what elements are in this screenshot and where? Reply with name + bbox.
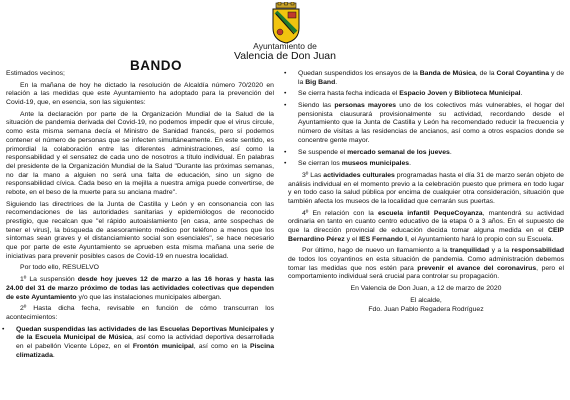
text: . xyxy=(449,148,452,156)
text-bold: Big Band xyxy=(305,78,336,86)
paragraph-culture xyxy=(288,172,564,207)
text: . xyxy=(52,351,55,359)
text-bold: Piscina climatizada xyxy=(16,342,274,359)
text: , así como en la xyxy=(193,342,251,350)
text: programadas hasta el día 31 de marzo serán objeto de análisis individual en el momento previo a la celebración puesto que primera en todo lugar y en todo caso la salud pública por encima de cualquier otra consideración, situación que también afecta los museos de la localidad que cerrarán sus puertas. xyxy=(288,171,564,205)
text-bold: Coral Coyantina xyxy=(496,70,550,77)
signature-role: El alcalde, xyxy=(410,296,442,304)
bullet-market xyxy=(284,148,564,158)
bullet-music xyxy=(284,70,565,87)
text-bold: IES Fernando I xyxy=(359,235,408,243)
paragraph-suspension xyxy=(6,276,274,302)
text-bold: CEIP Bernardino Pérez xyxy=(288,227,564,243)
paragraph-until-date: 2º Hasta dicha fecha, revisable en función de cómo transcurran los acontecimientos: xyxy=(6,305,274,321)
bullet-sports xyxy=(2,325,274,361)
paragraph-pandemic: Ante la declaración por parte de la Organización Mundial de la Salud de la situación de pandemia derivada del Covid-19, no podemos impedir que el virus circule, como esta misma semana decía el Ministro de Sanidad francés, pero sí podemos contener el número de personas que se infecten simultáneamente. En este sentido, es primordial la colaboración entre las diferentes administraciones, así como la responsabilidad y el sensatez de cada uno de nosotros a título individual. En palabras del presidente de la Organización Mundial de la Salud "Durante las próximas semanas, no dar la mano a alguien no será una falta de educación, sino un signo de responsabilidad cívica. Cada beso en la mejilla a nuestra amiga puede convertirse, de rebote, en el beso de la muerte para su anciana madre". xyxy=(6,110,274,196)
document-title: BANDO xyxy=(130,58,182,73)
text: Quedan suspendidos los ensayos de la xyxy=(298,70,420,77)
text: . xyxy=(335,78,338,86)
place-date: En Valencia de Don Juan, a 12 de marzo de 2020 xyxy=(350,285,502,293)
text: 4º En relación con la xyxy=(302,209,378,217)
text-bold: tranquilidad xyxy=(449,247,490,255)
text-bold: Biblioteca Municipal xyxy=(454,90,521,98)
org-line-1: Ayuntamiento de xyxy=(253,41,317,51)
text: Se cierran los xyxy=(298,160,342,168)
text-bold: prevenir el avance del coronavirus xyxy=(417,264,537,272)
text: , mantendrá su actividad ordinaria en tanto en cuanto centro educativo de la etapa 0 a 3 años. En el supuesto de que la dirección provincial de educación decida tomar alguna medida en el xyxy=(288,209,564,234)
paragraph-appeal xyxy=(288,247,564,282)
bullet-elderly xyxy=(284,102,564,145)
text-bold: personas mayores xyxy=(334,102,397,110)
text-bold: desde hoy jueves 12 de marzo a las 16 horas y hasta las 24.00 del 31 de marzo próximo de todas las actividades colectivas que dependen de este Ayuntamiento xyxy=(6,276,275,301)
text: de todos los coyantinos en esta situación de pandemia. Como administración debemos tomar las medidas que nos estén para xyxy=(288,256,564,272)
text-bold: escuela infantil PequeCoyanza xyxy=(377,209,483,217)
bullet-icon: • xyxy=(2,325,5,333)
text: uno de los colectivos más vulnerables, el hogar del pensionista clausurará provisionalmente su actividad, recordando desde el Ayuntamiento que la Junta de Castilla y León ha recomendado reducir la frecuencia y número de visitas a las residencias de ancianos, así como a otros espacios donde se concentre gente mayor. xyxy=(298,102,564,144)
text: y xyxy=(447,90,455,98)
text-bold: mercado semanal de los jueves xyxy=(347,148,450,156)
text: y el xyxy=(344,235,360,243)
left-column xyxy=(2,70,275,363)
paragraph-resolve: Por todo ello, RESUELVO xyxy=(20,264,99,272)
text: , así como la actividad deportiva desarrollada en el pabellón Vicente López, en el xyxy=(16,334,274,350)
text: 1º La suspensión xyxy=(20,276,78,284)
paragraph-guidelines: Siguiendo las directrices de la Junta de Castilla y León y en consonancia con las recomendaciones de las autoridades sanitarias y epidemiólogos de reconocido prestigio, que recalcan que "el rápido autoaislamiento [en casa, ante sospechas de tener el virus], la búsqueda de asesoramiento médico por teléfono a menos que los síntomas sean graves y el distanciamiento social son esenciales", se hace necesario que por parte de este Ayuntamiento se aprueben esta misma mañana una serie de iniciativas para prevenir posibles casos de Covid-19 en nuestra localidad. xyxy=(6,200,274,260)
text: , de la xyxy=(475,70,497,77)
bullet-icon: • xyxy=(284,148,287,156)
letterhead xyxy=(0,0,570,73)
right-column xyxy=(284,70,565,317)
text: y/o que las instalaciones municipales albergan. xyxy=(76,293,222,301)
text-bold: responsabilidad xyxy=(511,247,564,255)
text-bold: Frontón municipal xyxy=(132,342,194,350)
text: 3º Las xyxy=(302,171,324,179)
text-bold: actividades culturales xyxy=(323,171,395,179)
text: , pero el comportamiento individual será crucial para controlar su propagación. xyxy=(288,264,564,281)
bullet-museums xyxy=(284,160,564,169)
bullet-icon: • xyxy=(284,90,287,98)
text: . xyxy=(409,160,411,168)
text-bold: Quedan suspendidas las actividades de las Escuelas Deportivas Municipales y de la Escuela Municipal de Música xyxy=(16,325,274,342)
text: y de la xyxy=(298,70,565,86)
text: Se suspende el xyxy=(298,148,348,156)
text: Siendo las xyxy=(298,102,335,110)
text: y a la xyxy=(489,247,512,255)
bullet-icon: • xyxy=(284,102,287,110)
bullet-icon: • xyxy=(284,70,287,77)
bullet-icon: • xyxy=(284,160,287,168)
text: Se cierra hasta fecha indicada el xyxy=(298,90,400,98)
text-bold: museos municipales xyxy=(341,160,410,168)
text: Por último, hago de nuevo un llamamiento a la xyxy=(302,247,450,255)
text: . xyxy=(520,90,523,98)
bullet-youth-library xyxy=(284,90,564,99)
signature-name: Fdo. Juan Pablo Regadera Rodríguez xyxy=(368,305,484,313)
paragraph-schools xyxy=(288,210,564,245)
text-bold: Espacio Joven xyxy=(399,90,448,98)
text: , el Ayuntamiento hará lo propio con su Escuela. xyxy=(407,235,554,243)
paragraph-intro: En la mañana de hoy he dictado la resolución de Alcaldía número 70/2020 en relación a las medidas que este Ayuntamiento ha adoptado para la prevención del Covid-19, que, en esencia, son las siguientes: xyxy=(6,81,274,107)
greeting: Estimados vecinos; xyxy=(6,70,65,77)
coat-of-arms-icon xyxy=(268,2,304,44)
text-bold: Banda de Música xyxy=(419,70,476,77)
org-line-2: Valencia de Don Juan xyxy=(234,50,336,62)
